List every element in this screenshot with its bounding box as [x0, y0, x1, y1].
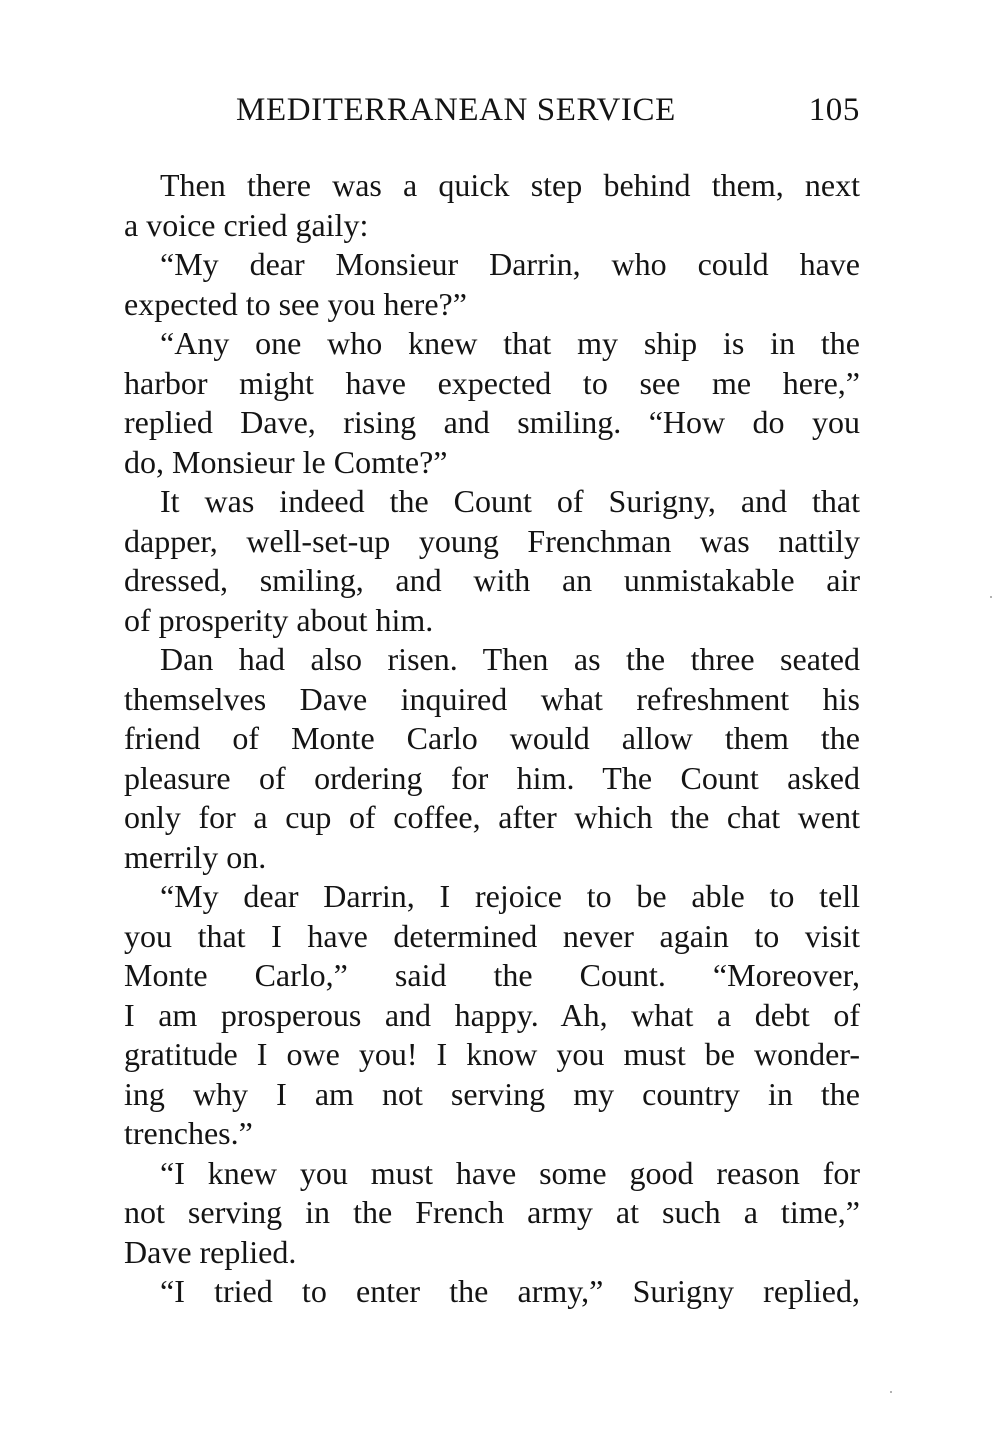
text-line: do, Monsieur le Comte?” [124, 443, 448, 480]
paragraph [124, 877, 860, 1154]
text-line: a voice cried gaily: [124, 206, 369, 243]
text-line: “I knew you must have some good reason for [160, 1154, 860, 1191]
text-line: friend of Monte Carlo would allow them the [124, 720, 860, 756]
scan-speck [990, 596, 992, 598]
text-line: Then there was a quick step behind them, next [160, 167, 860, 203]
text-line: pleasure of ordering for him. The Count asked [124, 759, 860, 796]
text-line: only for a cup of coffee, after which the chat went [124, 799, 860, 835]
paragraph [124, 324, 860, 482]
text-line: dressed, smiling, and with an unmistakable air [124, 562, 860, 598]
text-line: “I tried to enter the army,” Surigny replied, [160, 1273, 860, 1309]
paragraph [124, 1154, 860, 1273]
text-line: It was indeed the Count of Surigny, and that [160, 483, 860, 519]
scan-speck [890, 1391, 892, 1393]
text-line: expected to see you here?” [124, 285, 467, 322]
text-line: not serving in the French army at such a time,” [124, 1194, 860, 1230]
text-line: trenches.” [124, 1115, 253, 1151]
text-line: “Any one who knew that my ship is in the [160, 325, 860, 361]
running-title: MEDITERRANEAN SERVICE [236, 92, 676, 128]
text-line: I am prosperous and happy. Ah, what a debt of [124, 996, 860, 1033]
paragraph [124, 245, 860, 324]
text-line: “My dear Monsieur Darrin, who could have [160, 246, 860, 282]
page-number: 105 [808, 92, 860, 128]
text-line: you that I have determined never again to visit [124, 917, 860, 954]
text-line: ing why I am not serving my country in the [124, 1075, 860, 1112]
text-line: Dan had also risen. Then as the three seated [160, 641, 860, 677]
text-line: Monte Carlo,” said the Count. “Moreover, [124, 957, 860, 993]
text-line: merrily on. [124, 838, 267, 875]
text-line: gratitude I owe you! I know you must be wonder- [124, 1036, 860, 1072]
text-line: themselves Dave inquired what refreshment his [124, 680, 860, 717]
page-header [124, 88, 860, 138]
body-text [124, 166, 860, 1312]
paragraph [124, 640, 860, 877]
text-line: replied Dave, rising and smiling. “How do you [124, 404, 860, 440]
text-line: “My dear Darrin, I rejoice to be able to tell [160, 878, 860, 914]
paragraph [124, 482, 860, 640]
paragraph [124, 1272, 860, 1312]
text-line: Dave replied. [124, 1233, 297, 1270]
book-page [124, 88, 860, 1312]
text-line: of prosperity about him. [124, 601, 434, 638]
paragraph [124, 166, 860, 245]
text-line: dapper, well-set-up young Frenchman was nattily [124, 522, 860, 559]
text-line: harbor might have expected to see me here,” [124, 364, 860, 401]
